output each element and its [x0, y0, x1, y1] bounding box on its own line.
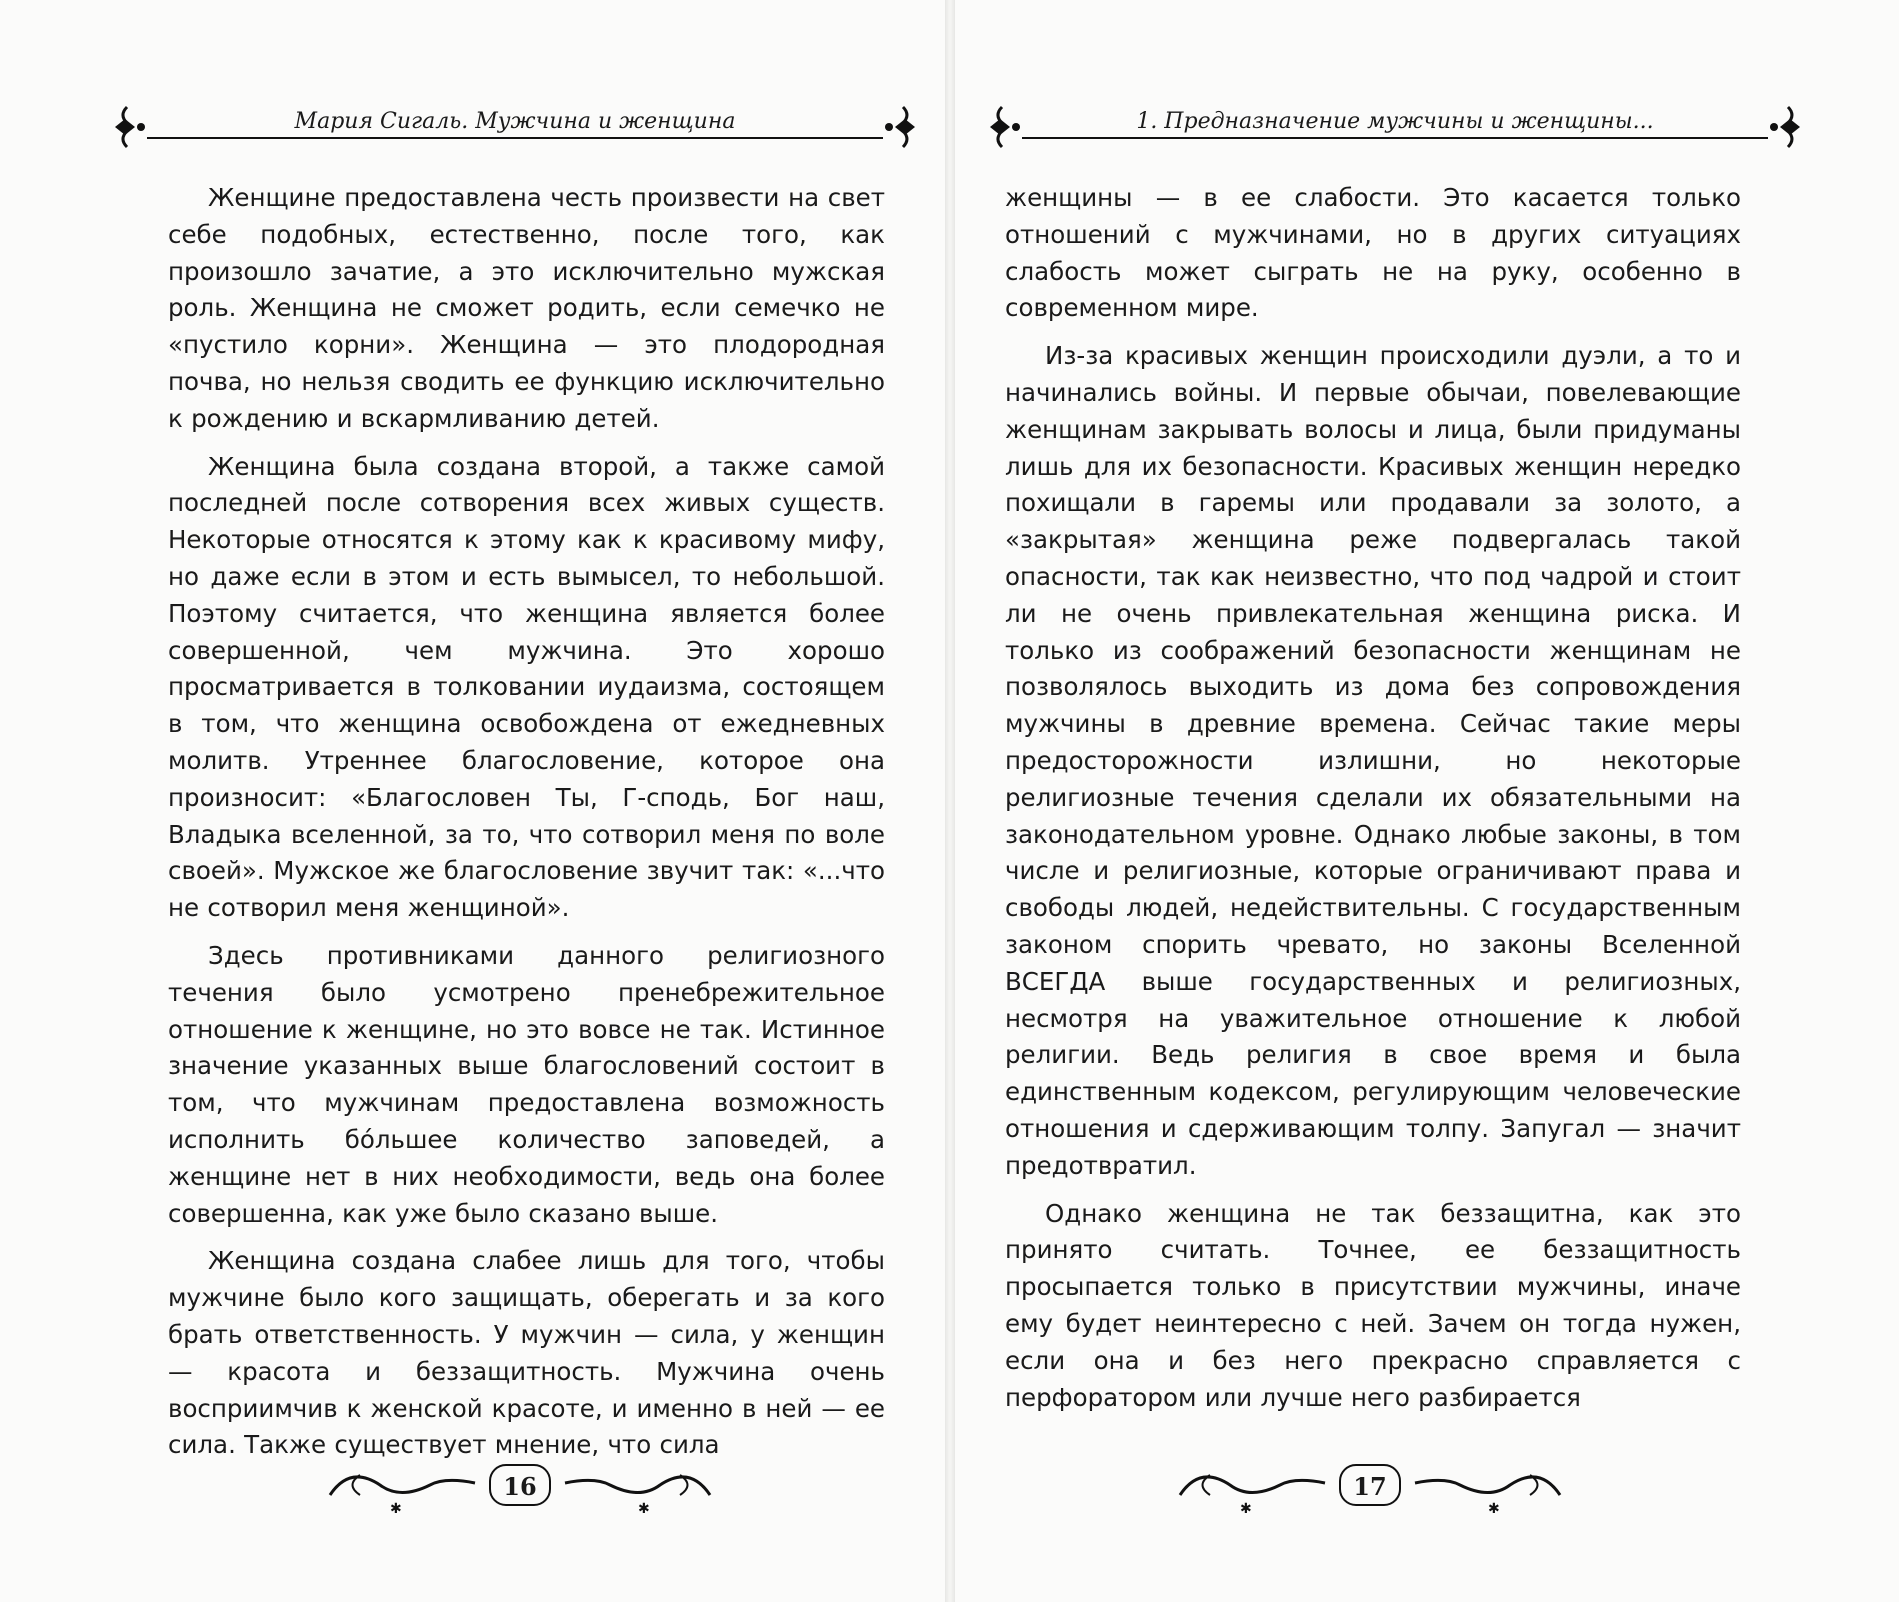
running-header: 1. Предназначение мужчины и женщины... — [1136, 109, 1654, 134]
svg-text:✱: ✱ — [1488, 1501, 1500, 1517]
running-header: Мария Сигаль. Мужчина и женщина — [294, 109, 736, 134]
page-number: 17 — [1353, 1472, 1387, 1501]
left-header — [115, 95, 915, 175]
right-page — [955, 0, 1899, 1602]
left-page — [0, 0, 945, 1602]
svg-text:✱: ✱ — [390, 1501, 402, 1517]
paragraph: женщины — в ее слабости. Это касается только отношений с мужчинами, но в других ситуациях слабость может сыграть не на руку, особенно в современном мире. — [1005, 183, 1741, 323]
paragraph: Из-за красивых женщин происходили дуэли, а то и начинались войны. И первые обычаи, повелевающие женщинам закрывать волосы и лица, были придуманы лишь для их безопасности. Красивых женщин нередко похищали в гаремы или продавали за золото, а «закрытая» женщина реже подвергалась такой опасности, так как неизвестно, что под чадрой и стоит ли не очень привлекательная женщина риска. И только из соображений безопасности женщинам не позволялось выходить из дома без сопровождения мужчины в древние времена. Сейчас такие меры предосторожности излишни, но некоторые религиозные течения сделали их обязательными на законодательном уровне. Однако любые законы, в том числе и религиозные, которые ограничивают права и свободы людей, недействительны. С государственным законом спорить чревато, но законы Вселенной ВСЕГДА выше государственных и религиозных, несмотря на уважительное отношение к любой религии. Ведь религия в свое время и была единственным кодексом, регулирующим человеческие отношения и сдерживающим толпу. Запугал — значит предотвратил. — [1005, 341, 1741, 1180]
paragraph: Здесь противниками данного религиозного течения было усмотрено пренебрежительное отношение к женщине, но это вовсе не так. Истинное значение указанных выше благословений состоит в том, что мужчинам предоставлена возможность исполнить бóльшее количество заповедей, а женщине нет в них необходимости, ведь она более совершенна, как уже было сказано выше. — [168, 940, 885, 1228]
page-number: 16 — [503, 1472, 537, 1501]
paragraph: Женщина была создана второй, а также самой последней после сотворения всех живых существ. Некоторые относятся к этому как к красивому мифу, но даже если в этом и есть вымысел, то небольшой. Поэтому считается, что женщина является более совершенной, чем мужчина. Это хорошо просматривается в толковании иудаизма, состоящем в том, что женщина освобождена от ежедневных молитв. Утреннее благословение, которое она произносит: «Благословен Ты, Г-сподь, Бог наш, Владыка вселенной, за то, что сотворил меня по воле своей». Мужское же благословение звучит так: «...что не сотворил меня женщиной». — [168, 451, 885, 923]
page-body — [168, 180, 885, 1475]
right-footer — [1170, 1455, 1570, 1525]
paragraph: Женщине предоставлена честь произвести на свет себе подобных, естественно, после того, как произошло зачатие, а это исключительно мужская роль. Женщина не сможет родить, если семечко не «пустило корни». Женщина — это плодородная почва, но нельзя сводить ее функцию исключительно к рождению и вскармливанию детей. — [168, 183, 885, 433]
right-header — [990, 95, 1800, 175]
left-footer — [320, 1455, 720, 1525]
paragraph: Женщина создана слабее лишь для того, чтобы мужчине было кого защищать, оберегать и за кого брать ответственность. У мужчин — сила, у женщин — красота и беззащитность. Мужчина очень восприимчив к женской красоте, и именно в ней — ее сила. Также существует мнение, что сила — [168, 1246, 885, 1460]
page-body — [1005, 180, 1741, 1427]
header-ornament — [115, 95, 915, 175]
svg-text:✱: ✱ — [638, 1501, 650, 1517]
paragraph: Однако женщина не так беззащитна, как это принято считать. Точнее, ее беззащитность просыпается только в присутствии мужчины, иначе ему будет неинтересно с ней. Зачем он тогда нужен, если она и без него прекрасно справляется с перфоратором или лучше него разбирается — [1005, 1198, 1741, 1412]
header-ornament — [990, 95, 1800, 175]
svg-text:✱: ✱ — [1240, 1501, 1252, 1517]
book-gutter — [945, 0, 955, 1602]
